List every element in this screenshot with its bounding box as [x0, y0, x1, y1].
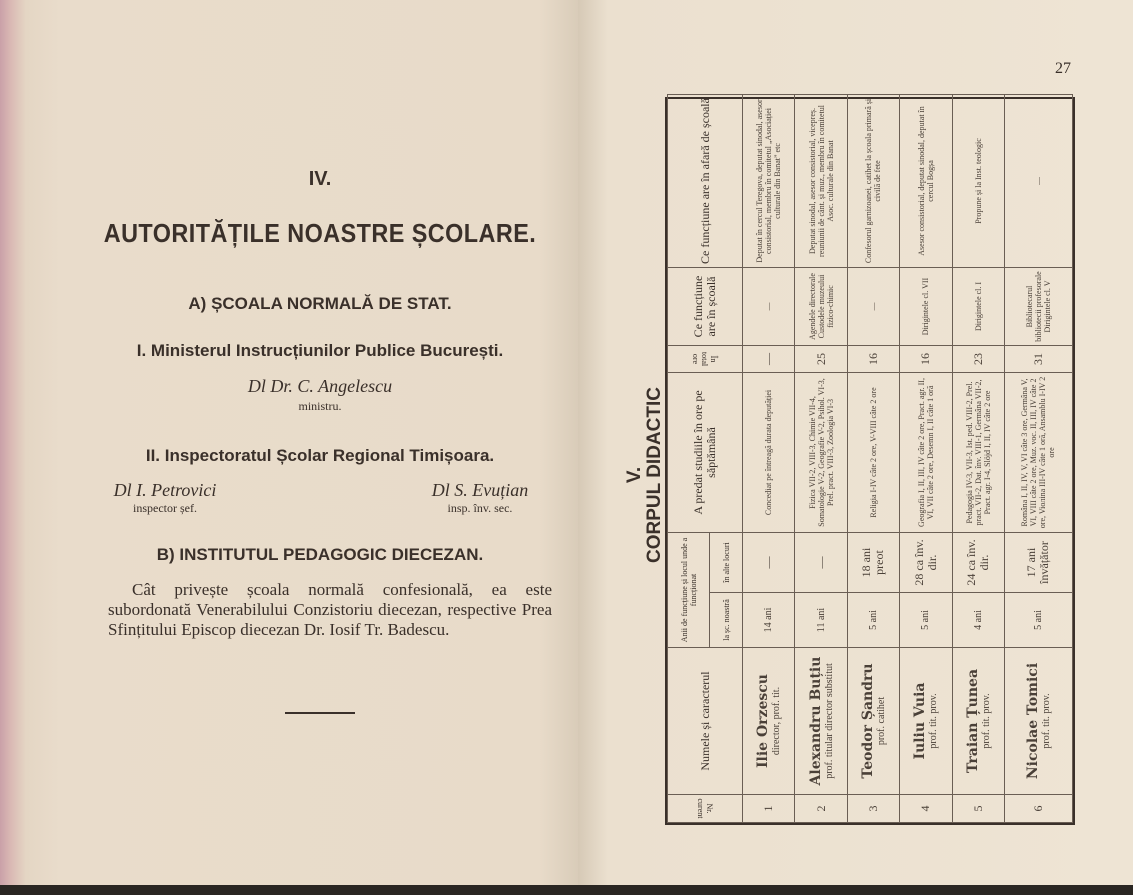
- cell-name: [795, 648, 847, 795]
- inspector-2-role: insp. înv. sec.: [447, 501, 513, 515]
- cell-subjects: Pedagogia IV-3, VII-3, Ist. ped. VIII-2, Prel. pract. VII-2, Dat. înv. VIII-1, Germâna VII-2, Pract. agr. I-4, Slöjd I, II, IV câte 2 ore: [952, 372, 1004, 532]
- cell-years-other: 18 ani preot: [847, 532, 899, 592]
- teacher-rank: prof. tit. prov.: [928, 693, 940, 749]
- cell-years-other: 28 ca înv. dir.: [900, 532, 952, 592]
- inspector-1-name: Dl I. Petrovici: [113, 480, 217, 500]
- teacher-name: Teodor Șandru: [859, 663, 876, 779]
- table-row: [900, 94, 952, 822]
- cell-role-school: Dirigintele cl. VII: [900, 267, 952, 345]
- header-years-other: în alte locuri: [710, 532, 743, 592]
- cell-total: 16: [900, 345, 952, 372]
- cell-role-outside: Deputat în cercul Teregova, deputat sinodal, asesor consistorial, membru în comitetul „Asociației culturale din Banat” etc: [743, 94, 795, 267]
- header-nr: Nr. curent: [668, 795, 743, 823]
- cell-name: [743, 648, 795, 795]
- teacher-rank: prof. tit. prov.: [980, 693, 992, 749]
- cell-years-here: 4 ani: [952, 593, 1004, 648]
- section-number: IV.: [308, 168, 332, 190]
- inspector-2: [405, 480, 555, 516]
- header-years-here: la șc. noastră: [710, 593, 743, 648]
- cell-years-other: —: [743, 532, 795, 592]
- cell-total: —: [743, 345, 795, 372]
- subheading-b: B) INSTITUTUL PEDAGOGIC DIECEZAN.: [156, 545, 484, 564]
- cell-nr: 1: [743, 795, 795, 823]
- teacher-rank: prof. catihet: [875, 696, 887, 746]
- cell-years-here: 14 ani: [743, 593, 795, 648]
- cell-role-outside: —: [1004, 94, 1072, 267]
- cell-years-here: 5 ani: [1004, 593, 1072, 648]
- cell-years-here: 11 ani: [795, 593, 847, 648]
- chapter-title: AUTORITĂȚILE NOASTRE ȘCOLARE.: [103, 218, 537, 248]
- header-total: În total ore: [668, 345, 743, 372]
- cell-nr: 6: [1004, 795, 1072, 823]
- cell-role-outside: Asesor consistorial, deputat sinodal, deputat în cercul Bogșa: [900, 94, 952, 267]
- cell-years-other: —: [795, 532, 847, 592]
- cell-name: [847, 648, 899, 795]
- header-subjects: A predat studiile în ore pe săptămână: [668, 372, 743, 532]
- teacher-rank: prof. tit. prov.: [1040, 693, 1052, 749]
- cell-nr: 3: [847, 795, 899, 823]
- cell-role-outside: Confesorul garnizoanei, catihet la școala primară și civilă de fete: [847, 94, 899, 267]
- teacher-name: Ilie Orzescu: [755, 674, 772, 768]
- header-name: Numele și caracterul: [668, 648, 743, 795]
- cell-years-other: 24 ca înv. dir.: [952, 532, 1004, 592]
- header-role-outside: Ce funcțiune are în afară de școală: [668, 94, 743, 267]
- table-row: [743, 94, 795, 822]
- cell-years-here: 5 ani: [847, 593, 899, 648]
- table-row: [952, 94, 1004, 822]
- page-number: 27: [1055, 60, 1071, 77]
- cell-years-other: 17 ani învățător: [1004, 532, 1072, 592]
- teacher-rank: director, prof. tit.: [771, 686, 783, 756]
- cell-subjects: Româna I, II, IV, V, VI câte 3 ore, Germâna V, VI, VIII câte 2 ore, Muz. voc. II, III, IV câte 2 ore, Vioлina III-IV câte 1 oră, Ansamblu I-IV 2 ore: [1004, 372, 1072, 532]
- minister-role: ministru.: [298, 399, 342, 413]
- cell-role-school: —: [847, 267, 899, 345]
- ministry-heading: I. Ministerul Instrucțiunilor Publice București.: [136, 341, 504, 360]
- cell-subjects: Fizica VII-2, VIII-3, Chimie VII-4, Somatologie V-2, Geografie V-2, Psihol. VI-3, Prel. pract. VIII-3, Zoologia VI-3: [795, 372, 847, 532]
- cell-role-school: Agendele directorale Custodele muzeului fizico-chimic: [795, 267, 847, 345]
- section-title: [625, 375, 665, 575]
- cell-name: [952, 648, 1004, 795]
- inspector-1: [90, 480, 240, 516]
- cell-role-outside: Propune și la Inst. teologic: [952, 94, 1004, 267]
- inspectorate-heading: II. Inspectoratul Școlar Regional Timișoara.: [145, 446, 495, 465]
- cell-subjects: Concediat pe întreagă durata deputăției: [743, 372, 795, 532]
- cell-total: 16: [847, 345, 899, 372]
- divider: [285, 712, 355, 714]
- cell-total: 31: [1004, 345, 1072, 372]
- inspector-2-name: Dl S. Evuțian: [431, 480, 529, 500]
- cell-role-school: —: [743, 267, 795, 345]
- cell-subjects: Geografia I, II, III, IV câte 2 ore, Pract. agr. II, VI, VII câte 2 ore, Desemn I, II câte 1 oră: [900, 372, 952, 532]
- teacher-name: Alexandru Buțiu: [807, 656, 824, 786]
- cell-role-school: Dirigintele cl. I: [952, 267, 1004, 345]
- table-row: [847, 94, 899, 822]
- cell-name: [900, 648, 952, 795]
- cell-total: 25: [795, 345, 847, 372]
- section-name: CORPUL DIDACTIC: [644, 387, 665, 563]
- cell-nr: 2: [795, 795, 847, 823]
- cell-total: 23: [952, 345, 1004, 372]
- minister-name: Dl Dr. C. Angelescu: [247, 376, 393, 396]
- inspector-1-role: inspector șef.: [133, 501, 197, 515]
- cell-nr: 4: [900, 795, 952, 823]
- table-row: [795, 94, 847, 822]
- cell-subjects: Religia I-IV câte 2 ore, V-VIII câte 2 ore: [847, 372, 899, 532]
- section-number: V.: [624, 466, 645, 484]
- cell-name: [1004, 648, 1072, 795]
- header-years: Anii de funcțiune și locul unde a funcționat: [668, 532, 710, 647]
- paragraph: Cât privește școala normală confesională, ea este subordonată Venerabilului Conzistoriu diecezan, respective Prea Sfințitului Episcop diecezan Dr. Iosif Tr. Badescu.: [108, 580, 552, 639]
- teacher-name: Iuliu Vuia: [912, 682, 929, 760]
- staff-table: [665, 97, 1075, 825]
- subheading-a: A) ȘCOALA NORMALĂ DE STAT.: [188, 294, 452, 313]
- cell-role-school: Bibliotecarul bibliotecii profesorale Dirigintele cl. V: [1004, 267, 1072, 345]
- header-role-school: Ce funcțiune are în școală: [668, 267, 743, 345]
- cell-role-outside: Deputat sinodal, asesor consistorial, vicepreș. reuniunii de cânt. și muz., membru în comitetul Asoc. culturale din Banat: [795, 94, 847, 267]
- cell-years-here: 5 ani: [900, 593, 952, 648]
- teacher-rank: prof. titular director substitut: [823, 663, 835, 779]
- table-row: [1004, 94, 1072, 822]
- teacher-name: Nicolae Tomici: [1024, 662, 1041, 780]
- teacher-name: Traian Țunea: [964, 668, 981, 774]
- cell-nr: 5: [952, 795, 1004, 823]
